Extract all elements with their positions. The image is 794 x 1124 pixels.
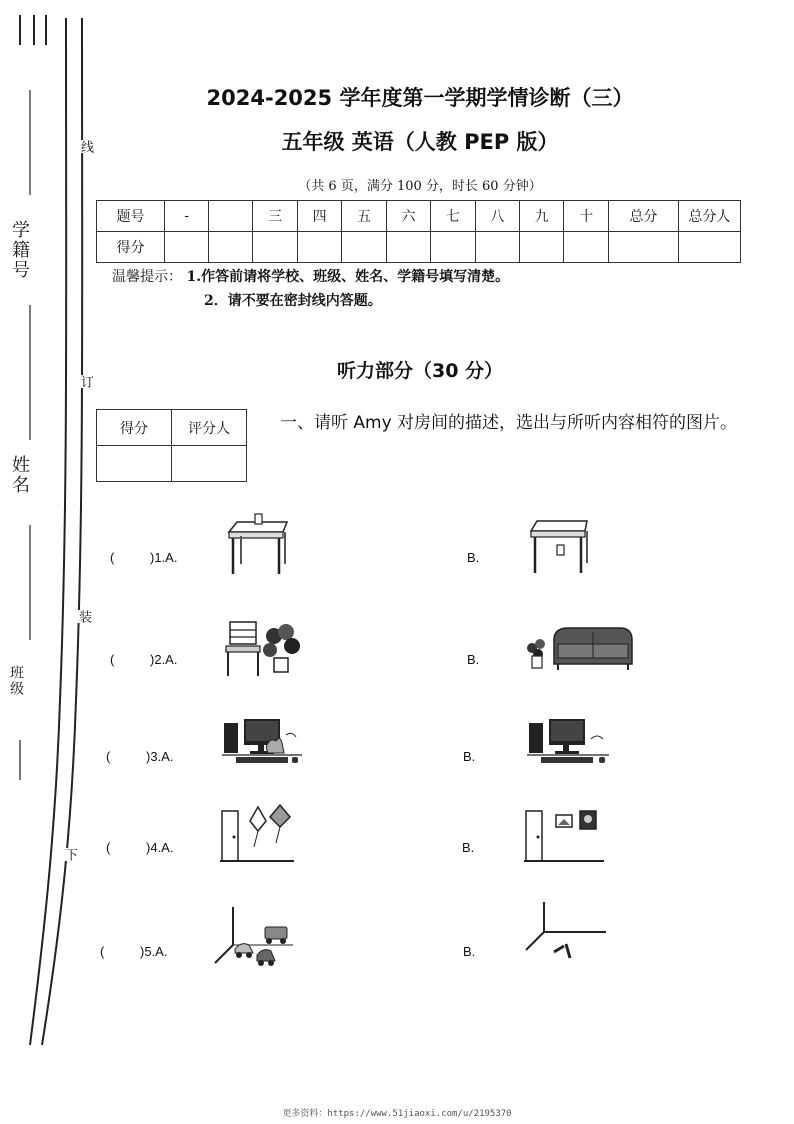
floor-with-toy-cars-icon xyxy=(213,905,295,967)
answer-blank[interactable]: ( xyxy=(106,749,111,764)
answer-blank-close: ) xyxy=(150,652,155,667)
class-label: 班级 xyxy=(8,665,24,697)
item-3-option-b: B. xyxy=(463,749,476,764)
score-table-score-row xyxy=(97,232,741,263)
score-header-cell: 五 xyxy=(342,201,386,232)
score-cell[interactable] xyxy=(342,232,386,263)
item-1-option-b: B. xyxy=(467,550,480,565)
item-5-option-b: B. xyxy=(463,944,476,959)
item-2-label xyxy=(110,652,177,667)
score-cell[interactable] xyxy=(678,232,740,263)
seal-mark-zhuang: 装 xyxy=(76,610,91,623)
table-with-cup-on-top-icon xyxy=(225,512,291,578)
answer-blank[interactable]: ( xyxy=(110,652,115,667)
seal-mark-ding: 订 xyxy=(78,375,93,388)
score-cell[interactable] xyxy=(564,232,608,263)
grader-table xyxy=(96,409,247,482)
item-4-label xyxy=(106,840,173,855)
item-4-option-b: B. xyxy=(462,840,475,855)
item-number: 3.A. xyxy=(150,749,174,764)
wall-with-pictures-icon xyxy=(524,805,604,865)
floor-with-sticks-icon xyxy=(524,900,608,966)
answer-blank[interactable]: ( xyxy=(110,550,115,565)
question-1-instruction: 一、请听 Amy 对房间的描述，选出与所听内容相符的图片。 xyxy=(280,413,738,433)
score-header-cell: 四 xyxy=(297,201,341,232)
answer-blank-close: ) xyxy=(150,550,155,565)
score-header-cell: 十 xyxy=(564,201,608,232)
footer-link[interactable]: 更多资料：https://www.51jiaoxi.com/u/2195370 xyxy=(282,1109,512,1119)
seal-mark-xian: 线 xyxy=(78,140,93,153)
table-with-cup-under-icon xyxy=(527,515,593,577)
score-cell[interactable] xyxy=(520,232,564,263)
score-table xyxy=(96,200,741,263)
item-3-label xyxy=(106,749,173,764)
score-header-cell: 六 xyxy=(386,201,430,232)
score-cell[interactable] xyxy=(475,232,519,263)
item-1-label xyxy=(110,550,177,565)
tips-line-2: 2．请不要在密封线内答题。 xyxy=(204,293,382,309)
grader-score-header: 得分 xyxy=(97,410,172,446)
computer-desk-icon xyxy=(527,717,609,767)
item-number: 2.A. xyxy=(154,652,178,667)
score-cell[interactable] xyxy=(164,232,208,263)
name-label: 姓名 xyxy=(9,455,30,495)
score-header-cell: 总分 xyxy=(608,201,678,232)
score-header-cell: - xyxy=(164,201,208,232)
item-number: 4.A. xyxy=(150,840,174,855)
answer-blank[interactable]: ( xyxy=(106,840,111,855)
answer-blank-close: ) xyxy=(140,944,145,959)
computer-desk-with-cat-icon xyxy=(222,717,302,767)
score-header-cell xyxy=(209,201,253,232)
section-title: 听力部分（30 分） xyxy=(336,360,504,382)
tips-line-1: 1.作答前请将学校、班级、姓名、学籍号填写清楚。 xyxy=(186,269,510,285)
score-table-header-row xyxy=(97,201,741,232)
score-header-cell: 三 xyxy=(253,201,297,232)
score-header-cell: 九 xyxy=(520,201,564,232)
grader-name-cell[interactable] xyxy=(172,446,247,482)
wall-with-kites-icon xyxy=(220,803,294,865)
tips xyxy=(112,265,509,313)
score-header-cell: 题号 xyxy=(97,201,165,232)
score-row-label: 得分 xyxy=(97,232,165,263)
item-5-label xyxy=(100,944,167,959)
grader-score-cell[interactable] xyxy=(97,446,172,482)
score-cell[interactable] xyxy=(386,232,430,263)
exam-info: （共 6 页，满分 100 分，时长 60 分钟） xyxy=(298,179,542,194)
item-2-option-b: B. xyxy=(467,652,480,667)
score-cell[interactable] xyxy=(253,232,297,263)
score-cell[interactable] xyxy=(431,232,475,263)
score-header-cell: 总分人 xyxy=(678,201,740,232)
chair-with-plant-icon xyxy=(222,620,302,678)
exam-title: 2024-2025 学年度第一学期学情诊断（三） xyxy=(206,86,634,110)
answer-blank[interactable]: ( xyxy=(100,944,105,959)
item-number: 5.A. xyxy=(144,944,168,959)
student-id-label: 学籍号 xyxy=(9,220,30,280)
grader-name-header: 评分人 xyxy=(172,410,247,446)
binding-margin xyxy=(0,0,110,1060)
score-cell[interactable] xyxy=(209,232,253,263)
item-number: 1.A. xyxy=(154,550,178,565)
tips-label: 温馨提示： xyxy=(112,269,182,285)
answer-blank-close: ) xyxy=(146,840,151,855)
answer-blank-close: ) xyxy=(146,749,151,764)
exam-subtitle: 五年级 英语（人教 PEP 版） xyxy=(281,130,559,154)
score-header-cell: 八 xyxy=(475,201,519,232)
binding-lines xyxy=(0,0,110,1060)
score-header-cell: 七 xyxy=(431,201,475,232)
score-cell[interactable] xyxy=(297,232,341,263)
sofa-with-plant-icon xyxy=(524,624,636,672)
seal-mark-xia: 下 xyxy=(62,848,77,861)
score-cell[interactable] xyxy=(608,232,678,263)
